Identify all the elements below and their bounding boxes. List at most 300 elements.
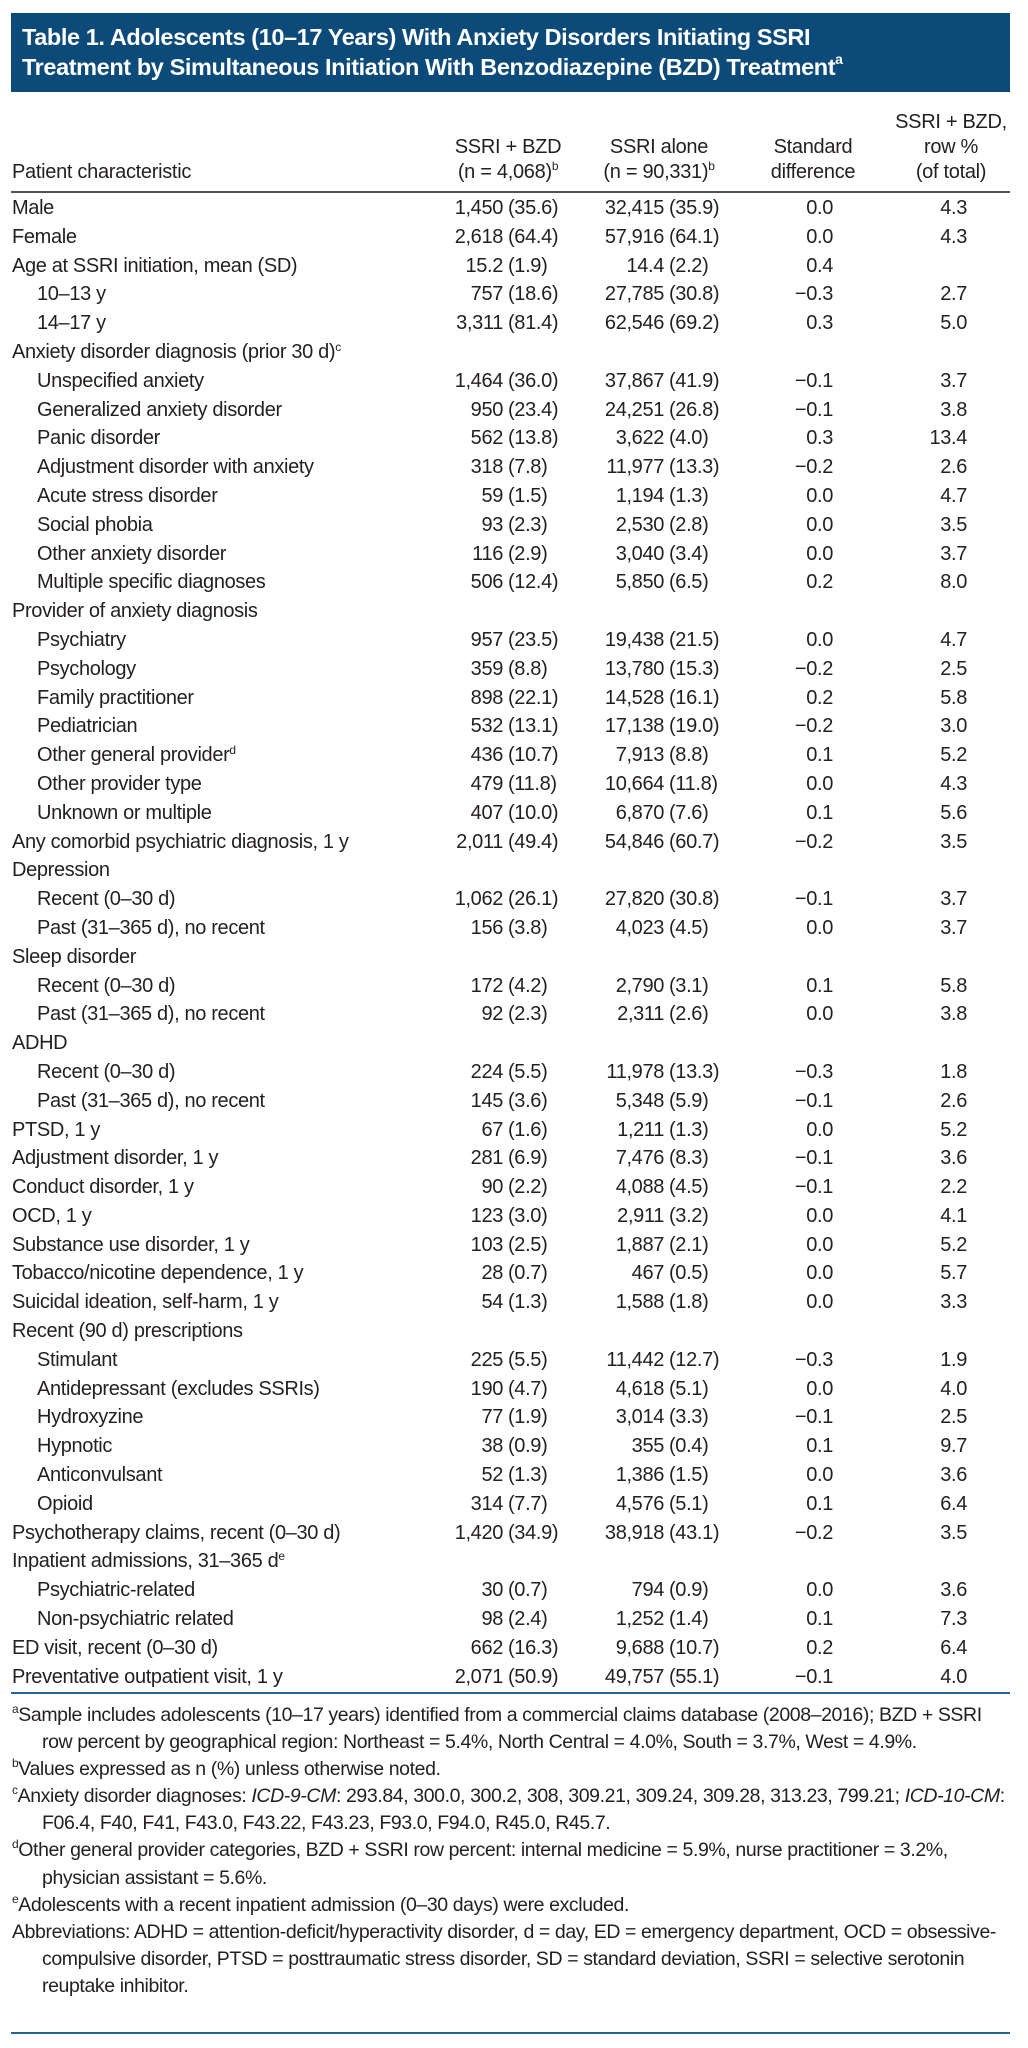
ssri-alone-percent-cell: (4.5) bbox=[669, 1176, 709, 1199]
footnote bbox=[12, 1702, 1012, 1756]
ssri-alone-count-cell: 3,014 bbox=[615, 1406, 664, 1429]
ssri-bzd-count-cell: 407 bbox=[470, 801, 503, 824]
table-row bbox=[0, 1346, 1028, 1375]
ssri-bzd-percent-cell: (1.9) bbox=[508, 254, 548, 277]
footnote-text: Sample includes adolescents (10–17 years) identified from a commercial claims database (2008–2016); BZD + SSRI row percent by geographical region: Northeast = 5.4%, North Central = 4.0%, South = 3.7%, West = 4.9%. bbox=[18, 1704, 982, 1754]
row-percent-cell: 2.5 bbox=[940, 1406, 967, 1429]
row-label bbox=[37, 1346, 117, 1375]
ssri-alone-count-cell: 467 bbox=[631, 1262, 664, 1285]
ssri-bzd-percent-cell: (23.5) bbox=[508, 628, 559, 651]
row-percent-cell: 5.8 bbox=[940, 974, 967, 997]
ssri-bzd-count-cell: 1,420 bbox=[454, 1521, 503, 1544]
ssri-alone-percent-cell: (55.1) bbox=[669, 1665, 720, 1688]
standard-difference-cell: −0.1 bbox=[794, 1147, 833, 1170]
ssri-alone-percent-cell: (41.9) bbox=[669, 369, 720, 392]
row-label-text: Recent (0–30 d) bbox=[37, 1060, 176, 1083]
table-row bbox=[0, 741, 1028, 770]
table-row bbox=[0, 252, 1028, 281]
ssri-bzd-count-cell: 757 bbox=[470, 283, 503, 306]
standard-difference-cell: 0.0 bbox=[806, 1003, 833, 1026]
table-row bbox=[0, 1116, 1028, 1145]
ssri-alone-count-cell: 1,252 bbox=[615, 1608, 664, 1631]
row-percent-cell: 4.7 bbox=[940, 628, 967, 651]
ssri-alone-count-cell: 4,088 bbox=[615, 1176, 664, 1199]
row-label-text: ED visit, recent (0–30 d) bbox=[12, 1636, 218, 1659]
ssri-bzd-count-cell: 359 bbox=[470, 657, 503, 680]
footnote-marker: e bbox=[12, 1891, 19, 1906]
row-percent-cell: 1.8 bbox=[940, 1060, 967, 1083]
row-percent-cell: 5.2 bbox=[940, 1118, 967, 1141]
row-label bbox=[37, 626, 126, 655]
ssri-bzd-percent-cell: (5.5) bbox=[508, 1060, 548, 1083]
row-label bbox=[37, 568, 265, 597]
row-label bbox=[12, 1231, 249, 1260]
row-percent-cell: 5.6 bbox=[940, 801, 967, 824]
table-row bbox=[0, 972, 1028, 1001]
row-label bbox=[37, 280, 106, 309]
ssri-alone-count-cell: 3,040 bbox=[615, 542, 664, 565]
table-row bbox=[0, 1202, 1028, 1231]
standard-difference-cell: 0.0 bbox=[806, 513, 833, 536]
row-percent-cell: 4.7 bbox=[940, 484, 967, 507]
standard-difference-cell: 0.2 bbox=[806, 686, 833, 709]
ssri-alone-count-cell: 4,576 bbox=[615, 1492, 664, 1515]
ssri-alone-count-cell: 6,870 bbox=[615, 801, 664, 824]
ssri-alone-count-cell: 57,916 bbox=[604, 225, 664, 248]
row-label bbox=[12, 943, 136, 972]
standard-difference-cell: 0.0 bbox=[806, 1291, 833, 1314]
ssri-bzd-percent-cell: (50.9) bbox=[508, 1665, 559, 1688]
standard-difference-cell: 0.2 bbox=[806, 1636, 833, 1659]
table-row bbox=[0, 597, 1028, 626]
table-row bbox=[0, 223, 1028, 252]
footnote-marker: c bbox=[335, 339, 341, 354]
standard-difference-cell: 0.0 bbox=[806, 197, 833, 219]
table-row bbox=[0, 1461, 1028, 1490]
row-label-text: Adjustment disorder, 1 y bbox=[12, 1147, 219, 1170]
row-label bbox=[12, 1288, 278, 1317]
standard-difference-cell: −0.1 bbox=[794, 1665, 833, 1688]
row-percent-cell: 4.3 bbox=[940, 772, 967, 795]
row-percent-cell: 5.2 bbox=[940, 1233, 967, 1256]
ssri-alone-count-cell: 27,820 bbox=[604, 888, 664, 911]
row-label bbox=[37, 885, 175, 914]
ssri-bzd-count-cell: 436 bbox=[470, 744, 503, 767]
standard-difference-cell: 0.0 bbox=[806, 484, 833, 507]
table-bottom-rule bbox=[11, 1692, 1010, 1694]
ssri-bzd-percent-cell: (35.6) bbox=[508, 197, 559, 219]
ssri-bzd-percent-cell: (3.0) bbox=[508, 1204, 548, 1227]
ssri-alone-count-cell: 10,664 bbox=[604, 772, 664, 795]
ssri-bzd-percent-cell: (1.3) bbox=[508, 1291, 548, 1314]
table-row bbox=[0, 1605, 1028, 1634]
ssri-bzd-percent-cell: (10.7) bbox=[508, 744, 559, 767]
row-label bbox=[37, 1605, 233, 1634]
ssri-alone-count-cell: 24,251 bbox=[604, 398, 664, 421]
row-label-text: OCD, 1 y bbox=[12, 1204, 92, 1227]
ssri-alone-percent-cell: (3.1) bbox=[669, 974, 709, 997]
ssri-alone-count-cell: 37,867 bbox=[604, 369, 664, 392]
row-label bbox=[12, 1116, 100, 1145]
row-label-text: Acute stress disorder bbox=[37, 484, 218, 507]
row-percent-cell: 3.8 bbox=[940, 1003, 967, 1026]
ssri-bzd-percent-cell: (23.4) bbox=[508, 398, 559, 421]
footnotes bbox=[12, 1702, 1012, 2000]
row-label bbox=[37, 1576, 195, 1605]
title-footnote-marker: a bbox=[835, 51, 843, 67]
row-label bbox=[12, 1144, 218, 1173]
ssri-alone-count-cell: 4,023 bbox=[615, 916, 664, 939]
ssri-bzd-percent-cell: (0.7) bbox=[508, 1262, 548, 1285]
table-row bbox=[0, 1490, 1028, 1519]
ssri-alone-count-cell: 49,757 bbox=[604, 1665, 664, 1688]
table-row bbox=[0, 1087, 1028, 1116]
table-row bbox=[0, 453, 1028, 482]
ssri-bzd-percent-cell: (5.5) bbox=[508, 1348, 548, 1371]
row-label-text: Other anxiety disorder bbox=[37, 542, 227, 565]
ssri-bzd-count-cell: 479 bbox=[470, 772, 503, 795]
table-row bbox=[0, 655, 1028, 684]
row-label-text: Stimulant bbox=[37, 1348, 118, 1371]
table-row bbox=[0, 1634, 1028, 1663]
ssri-bzd-percent-cell: (2.3) bbox=[508, 1003, 548, 1026]
ssri-bzd-percent-cell: (6.9) bbox=[508, 1147, 548, 1170]
ssri-bzd-count-cell: 662 bbox=[470, 1636, 503, 1659]
table-row bbox=[0, 424, 1028, 453]
standard-difference-cell: 0.1 bbox=[806, 744, 833, 767]
ssri-alone-percent-cell: (2.1) bbox=[669, 1233, 709, 1256]
row-percent-cell: 3.7 bbox=[940, 542, 967, 565]
ssri-bzd-count-cell: 30 bbox=[481, 1579, 503, 1602]
row-label-text: Recent (0–30 d) bbox=[37, 974, 176, 997]
ssri-bzd-percent-cell: (64.4) bbox=[508, 225, 559, 248]
ssri-bzd-count-cell: 224 bbox=[470, 1060, 503, 1083]
row-percent-cell: 3.7 bbox=[940, 369, 967, 392]
ssri-alone-percent-cell: (26.8) bbox=[669, 398, 720, 421]
row-percent-cell: 3.0 bbox=[940, 715, 967, 738]
table-row bbox=[0, 511, 1028, 540]
table-row bbox=[0, 1259, 1028, 1288]
ssri-alone-count-cell: 7,476 bbox=[615, 1147, 664, 1170]
ssri-alone-percent-cell: (8.8) bbox=[669, 744, 709, 767]
standard-difference-cell: −0.2 bbox=[794, 456, 833, 479]
row-percent-cell: 3.3 bbox=[940, 1291, 967, 1314]
row-label bbox=[37, 1000, 265, 1029]
row-percent-cell: 13.4 bbox=[929, 427, 967, 450]
row-label-text: Any comorbid psychiatric diagnosis, 1 y bbox=[12, 830, 349, 853]
ssri-alone-count-cell: 32,415 bbox=[604, 197, 664, 219]
ssri-bzd-count-cell: 281 bbox=[470, 1147, 503, 1170]
standard-difference-cell: −0.2 bbox=[794, 715, 833, 738]
row-label-text: Past (31–365 d), no recent bbox=[37, 1003, 265, 1026]
ssri-bzd-percent-cell: (1.6) bbox=[508, 1118, 548, 1141]
ssri-bzd-percent-cell: (3.8) bbox=[508, 916, 548, 939]
ssri-bzd-percent-cell: (12.4) bbox=[508, 571, 559, 594]
ssri-bzd-percent-cell: (1.9) bbox=[508, 1406, 548, 1429]
ssri-alone-count-cell: 17,138 bbox=[604, 715, 664, 738]
table-row bbox=[0, 1375, 1028, 1404]
row-label-text: Psychotherapy claims, recent (0–30 d) bbox=[12, 1521, 341, 1544]
row-label bbox=[37, 1058, 175, 1087]
ssri-alone-percent-cell: (7.6) bbox=[669, 801, 709, 824]
ssri-bzd-count-cell: 318 bbox=[470, 456, 503, 479]
standard-difference-cell: −0.1 bbox=[794, 1406, 833, 1429]
row-label-text: Inpatient admissions, 31–365 d bbox=[12, 1550, 279, 1573]
title-line-2: Treatment by Simultaneous Initiation With Benzodiazepine (BZD) Treatment$^a$ bbox=[22, 51, 843, 80]
row-label-text: Psychiatry bbox=[37, 628, 126, 651]
row-label-text: Recent (0–30 d) bbox=[37, 888, 176, 911]
ssri-alone-percent-cell: (15.3) bbox=[669, 657, 720, 680]
table-row bbox=[0, 540, 1028, 569]
row-percent-cell: 5.7 bbox=[940, 1262, 967, 1285]
footnotes-bottom-rule bbox=[11, 2032, 1010, 2034]
standard-difference-cell: −0.1 bbox=[794, 888, 833, 911]
ssri-alone-percent-cell: (60.7) bbox=[669, 830, 720, 853]
standard-difference-cell: 0.3 bbox=[806, 427, 833, 450]
ssri-bzd-percent-cell: (13.8) bbox=[508, 427, 559, 450]
ssri-bzd-count-cell: 562 bbox=[470, 427, 503, 450]
row-label bbox=[12, 252, 297, 281]
table-row bbox=[0, 1173, 1028, 1202]
ssri-alone-percent-cell: (2.8) bbox=[669, 513, 709, 536]
table-row bbox=[0, 914, 1028, 943]
ssri-bzd-count-cell: 116 bbox=[472, 542, 503, 565]
row-label bbox=[12, 1029, 67, 1058]
standard-difference-cell: 0.4 bbox=[806, 254, 833, 277]
ssri-bzd-percent-cell: (3.6) bbox=[508, 1089, 548, 1112]
ssri-bzd-count-cell: 1,062 bbox=[454, 888, 503, 911]
ssri-alone-count-cell: 11,442 bbox=[606, 1348, 664, 1371]
ssri-bzd-count-cell: 2,071 bbox=[454, 1665, 503, 1688]
row-percent-cell: 3.6 bbox=[940, 1579, 967, 1602]
row-label bbox=[37, 367, 204, 396]
table-row bbox=[0, 1000, 1028, 1029]
row-percent-cell: 6.4 bbox=[940, 1492, 967, 1515]
ssri-alone-percent-cell: (8.3) bbox=[669, 1147, 709, 1170]
table-row bbox=[0, 770, 1028, 799]
ssri-bzd-percent-cell: (0.9) bbox=[508, 1435, 548, 1458]
row-percent-cell: 4.3 bbox=[940, 197, 967, 219]
row-label bbox=[37, 1375, 320, 1404]
ssri-alone-percent-cell: (5.1) bbox=[669, 1377, 709, 1400]
table-row bbox=[0, 1576, 1028, 1605]
row-label bbox=[37, 453, 314, 482]
ssri-bzd-count-cell: 54 bbox=[481, 1291, 503, 1314]
table-row bbox=[0, 280, 1028, 309]
table-row bbox=[0, 194, 1028, 223]
ssri-bzd-count-cell: 2,011 bbox=[456, 830, 503, 853]
table-row bbox=[0, 482, 1028, 511]
footnote bbox=[12, 1892, 1012, 1919]
ssri-bzd-count-cell: 90 bbox=[481, 1176, 503, 1199]
ssri-alone-percent-cell: (13.3) bbox=[669, 1060, 720, 1083]
standard-difference-cell: 0.0 bbox=[806, 1377, 833, 1400]
table-row bbox=[0, 338, 1028, 367]
header-characteristic: Patient characteristic bbox=[12, 161, 192, 183]
row-label-text: Non-psychiatric related bbox=[37, 1608, 234, 1631]
footnote-marker: b bbox=[12, 1756, 19, 1771]
table-row bbox=[0, 885, 1028, 914]
row-label-text: Psychiatric-related bbox=[37, 1579, 195, 1602]
footnote-text: Anxiety disorder diagnoses: bbox=[17, 1785, 252, 1808]
ssri-bzd-count-cell: 28 bbox=[481, 1262, 503, 1285]
ssri-alone-count-cell: 2,790 bbox=[615, 974, 664, 997]
row-percent-cell: 3.7 bbox=[940, 888, 967, 911]
table-row bbox=[0, 1519, 1028, 1548]
ssri-alone-percent-cell: (0.4) bbox=[669, 1435, 709, 1458]
table-row bbox=[0, 367, 1028, 396]
table-row bbox=[0, 1058, 1028, 1087]
footnote-marker: e bbox=[278, 1549, 285, 1564]
ssri-bzd-count-cell: 98 bbox=[481, 1608, 503, 1631]
ssri-bzd-count-cell: 1,450 bbox=[454, 197, 503, 219]
ssri-bzd-count-cell: 957 bbox=[470, 628, 503, 651]
header-ssri-alone: SSRI alone (n = 90,331)$^b$ bbox=[603, 136, 715, 183]
row-label-text: Preventative outpatient visit, 1 y bbox=[12, 1665, 283, 1688]
ssri-bzd-count-cell: 93 bbox=[481, 513, 503, 536]
table-row bbox=[0, 1403, 1028, 1432]
ssri-bzd-count-cell: 59 bbox=[481, 484, 503, 507]
ssri-alone-count-cell: 794 bbox=[631, 1579, 664, 1602]
ssri-bzd-count-cell: 190 bbox=[470, 1377, 503, 1400]
standard-difference-cell: 0.1 bbox=[806, 1435, 833, 1458]
row-label bbox=[37, 1461, 162, 1490]
ssri-alone-count-cell: 5,348 bbox=[615, 1089, 664, 1112]
row-label bbox=[37, 741, 236, 770]
ssri-alone-percent-cell: (30.8) bbox=[669, 888, 720, 911]
ssri-bzd-count-cell: 172 bbox=[470, 974, 503, 997]
ssri-alone-percent-cell: (43.1) bbox=[669, 1521, 720, 1544]
row-percent-cell: 4.0 bbox=[940, 1665, 967, 1688]
row-percent-cell: 3.5 bbox=[940, 830, 967, 853]
row-label-text: Adjustment disorder with anxiety bbox=[37, 456, 314, 479]
ssri-bzd-count-cell: 532 bbox=[470, 715, 503, 738]
table-row bbox=[0, 1317, 1028, 1346]
ssri-alone-percent-cell: (69.2) bbox=[669, 312, 720, 335]
row-label-text: Anxiety disorder diagnosis (prior 30 d) bbox=[12, 340, 336, 363]
ssri-bzd-percent-cell: (0.7) bbox=[508, 1579, 548, 1602]
table-row bbox=[0, 626, 1028, 655]
ssri-alone-count-cell: 1,194 bbox=[615, 484, 664, 507]
row-percent-cell: 4.3 bbox=[940, 225, 967, 248]
row-label bbox=[12, 828, 349, 857]
row-label-text: Hypnotic bbox=[37, 1435, 113, 1458]
ssri-bzd-count-cell: 52 bbox=[481, 1464, 503, 1487]
ssri-alone-percent-cell: (2.2) bbox=[669, 254, 709, 277]
ssri-alone-percent-cell: (35.9) bbox=[669, 197, 720, 219]
row-label-text: Family practitioner bbox=[37, 686, 194, 709]
table-row bbox=[0, 856, 1028, 885]
ssri-alone-percent-cell: (3.2) bbox=[669, 1204, 709, 1227]
ssri-alone-count-cell: 3,622 bbox=[615, 427, 664, 450]
ssri-alone-count-cell: 355 bbox=[631, 1435, 664, 1458]
standard-difference-cell: −0.2 bbox=[794, 830, 833, 853]
footnote bbox=[12, 1783, 1012, 1837]
ssri-bzd-percent-cell: (1.5) bbox=[508, 484, 548, 507]
standard-difference-cell: −0.2 bbox=[794, 657, 833, 680]
row-label bbox=[37, 770, 202, 799]
standard-difference-cell: 0.0 bbox=[806, 1118, 833, 1141]
row-percent-cell: 5.0 bbox=[940, 312, 967, 335]
row-label-text: Female bbox=[12, 225, 77, 248]
row-percent-cell: 3.7 bbox=[940, 916, 967, 939]
footnote bbox=[12, 1837, 1012, 1891]
ssri-alone-percent-cell: (4.0) bbox=[669, 427, 709, 450]
row-label-text: 14–17 y bbox=[37, 312, 106, 335]
row-label-text: Sleep disorder bbox=[12, 945, 137, 968]
row-label-text: Unknown or multiple bbox=[37, 801, 212, 824]
ssri-bzd-percent-cell: (2.5) bbox=[508, 1233, 548, 1256]
row-label bbox=[37, 396, 282, 425]
ssri-alone-percent-cell: (1.5) bbox=[669, 1464, 709, 1487]
ssri-alone-percent-cell: (1.8) bbox=[669, 1291, 709, 1314]
ssri-alone-count-cell: 1,386 bbox=[615, 1464, 664, 1487]
row-label-text: Opioid bbox=[37, 1492, 93, 1515]
ssri-bzd-count-cell: 506 bbox=[470, 571, 503, 594]
standard-difference-cell: 0.0 bbox=[806, 628, 833, 651]
row-label bbox=[37, 424, 160, 453]
ssri-alone-count-cell: 27,785 bbox=[604, 283, 664, 306]
ssri-alone-percent-cell: (30.8) bbox=[669, 283, 720, 306]
row-label bbox=[12, 856, 110, 885]
ssri-bzd-count-cell: 67 bbox=[481, 1118, 503, 1141]
ssri-bzd-percent-cell: (4.7) bbox=[508, 1377, 548, 1400]
title-line-1: Table 1. Adolescents (10–17 Years) With Anxiety Disorders Initiating SSRI bbox=[22, 24, 811, 50]
footnote-marker: d bbox=[12, 1837, 19, 1852]
ssri-bzd-percent-cell: (36.0) bbox=[508, 369, 559, 392]
ssri-bzd-percent-cell: (2.3) bbox=[508, 513, 548, 536]
row-label bbox=[37, 309, 106, 338]
standard-difference-cell: 0.1 bbox=[806, 1492, 833, 1515]
ssri-alone-percent-cell: (3.4) bbox=[669, 542, 709, 565]
ssri-alone-percent-cell: (10.7) bbox=[669, 1636, 720, 1659]
ssri-bzd-percent-cell: (7.8) bbox=[508, 456, 548, 479]
row-percent-cell: 6.4 bbox=[940, 1636, 967, 1659]
standard-difference-cell: 0.0 bbox=[806, 1204, 833, 1227]
row-label-text: ADHD bbox=[12, 1032, 68, 1055]
row-label bbox=[37, 914, 265, 943]
ssri-bzd-count-cell: 103 bbox=[470, 1233, 503, 1256]
ssri-alone-count-cell: 2,911 bbox=[617, 1204, 664, 1227]
row-label bbox=[37, 540, 226, 569]
ssri-bzd-count-cell: 145 bbox=[470, 1089, 503, 1112]
ssri-bzd-percent-cell: (81.4) bbox=[508, 312, 559, 335]
row-label-text: Provider of anxiety diagnosis bbox=[12, 600, 258, 623]
table-title bbox=[11, 13, 1010, 92]
row-label-text: Generalized anxiety disorder bbox=[37, 398, 282, 421]
header-row-percent: SSRI + BZD, row % (of total) bbox=[895, 111, 1007, 183]
ssri-bzd-percent-cell: (22.1) bbox=[508, 686, 559, 709]
row-percent-cell: 4.1 bbox=[940, 1204, 967, 1227]
ssri-alone-percent-cell: (2.6) bbox=[669, 1003, 709, 1026]
footnote-text: Values expressed as n (%) unless otherwise noted. bbox=[18, 1758, 441, 1781]
row-label bbox=[12, 1317, 243, 1346]
footnote-text: Adolescents with a recent inpatient admission (0–30 days) were excluded. bbox=[18, 1893, 630, 1916]
ssri-bzd-percent-cell: (16.3) bbox=[508, 1636, 559, 1659]
standard-difference-cell: 0.0 bbox=[806, 772, 833, 795]
ssri-alone-percent-cell: (64.1) bbox=[669, 225, 720, 248]
footnote-text: ICD-9-CM bbox=[251, 1785, 336, 1808]
ssri-bzd-count-cell: 314 bbox=[470, 1492, 503, 1515]
ssri-alone-count-cell: 19,438 bbox=[604, 628, 664, 651]
ssri-alone-percent-cell: (11.8) bbox=[669, 772, 718, 795]
footnote-text: ICD-10-CM bbox=[904, 1785, 1000, 1808]
standard-difference-cell: 0.0 bbox=[806, 1464, 833, 1487]
row-label-text: Tobacco/nicotine dependence, 1 y bbox=[12, 1262, 304, 1285]
ssri-alone-percent-cell: (1.4) bbox=[669, 1608, 709, 1631]
row-label bbox=[37, 712, 137, 741]
row-percent-cell: 3.5 bbox=[940, 513, 967, 536]
